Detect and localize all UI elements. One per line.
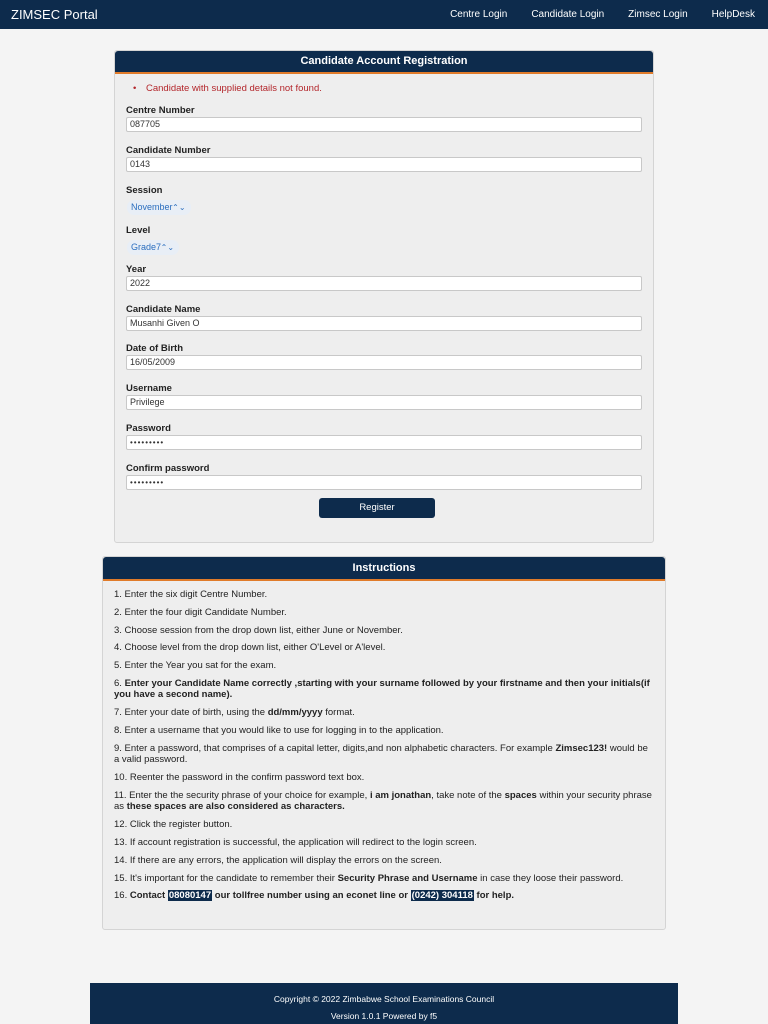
registration-card — [114, 50, 654, 543]
instruction-emphasis: spaces — [504, 789, 537, 801]
instruction-emphasis: i am jonathan — [369, 789, 432, 801]
registration-title: Candidate Account Registration — [115, 51, 653, 74]
instructions-card — [102, 556, 666, 930]
password-group — [126, 423, 643, 450]
confirm-password-group — [126, 463, 643, 490]
instruction-text: 9. Enter a password, that comprises of a capital letter, digits,and non alphabetic characters. For example — [114, 742, 556, 754]
instruction-text: in case they loose their password. — [477, 872, 624, 884]
nav-helpdesk[interactable]: HelpDesk — [711, 9, 755, 20]
instruction-emphasis: Contact — [129, 890, 168, 902]
instruction-item: 1. Enter the six digit Centre Number. — [114, 589, 268, 600]
session-select[interactable] — [127, 200, 191, 215]
instruction-emphasis: for help. — [473, 890, 515, 902]
username-input[interactable]: Privilege — [126, 395, 642, 410]
instruction-emphasis: Enter your Candidate Name correctly ,starting with your surname followed by your firstname and then your initials(if you have a second name). — [114, 677, 650, 701]
instruction-item: 8. Enter a username that you would like to use for logging in to the application. — [114, 725, 444, 737]
confirm-password-label: Confirm password — [126, 463, 210, 474]
dob-label: Date of Birth — [126, 343, 183, 354]
instruction-text: 15. It's important for the candidate to remember their — [114, 872, 338, 884]
confirm-password-input[interactable]: ••••••••• — [126, 475, 642, 490]
candidate-number-label: Candidate Number — [126, 145, 211, 156]
centre-number-input[interactable]: 087705 — [126, 117, 642, 132]
instruction-item — [114, 873, 654, 885]
year-group — [126, 264, 643, 291]
level-group — [126, 225, 643, 255]
instruction-item — [114, 678, 654, 701]
instruction-item: 2. Enter the four digit Candidate Number. — [114, 606, 287, 618]
footer — [90, 983, 678, 1024]
dob-group — [126, 343, 643, 370]
instruction-emphasis: Security Phrase and Username — [337, 872, 478, 884]
session-group — [126, 185, 643, 215]
instructions-title: Instructions — [103, 557, 665, 581]
select-caret-icon: ⌃⌄ — [160, 243, 175, 252]
password-input[interactable]: ••••••••• — [126, 435, 642, 450]
footer-copyright: Copyright © 2022 Zimbabwe School Examinations Council — [273, 994, 495, 1004]
instruction-item: 10. Reenter the password in the confirm password text box. — [114, 772, 365, 784]
landline-number: (0242) 304118 — [411, 890, 473, 902]
instruction-text: 11. Enter the the security phrase of your choice for example, — [114, 789, 370, 801]
error-bullet-icon: • — [133, 83, 137, 94]
instruction-text: format. — [322, 707, 355, 719]
instruction-item: 4. Choose level from the drop down list, either O'Level or A'level. — [114, 642, 386, 654]
instruction-number: 16. — [114, 890, 130, 902]
nav-centre-login[interactable]: Centre Login — [450, 9, 508, 20]
level-label: Level — [126, 225, 151, 236]
level-select[interactable] — [127, 240, 179, 255]
instructions-list — [114, 589, 654, 908]
level-value: Grade7 — [131, 242, 162, 252]
tollfree-number: 08080147 — [168, 890, 212, 902]
instruction-item: 5. Enter the Year you sat for the exam. — [114, 660, 277, 672]
nav-candidate-login[interactable]: Candidate Login — [531, 9, 605, 20]
top-navbar — [0, 0, 768, 29]
dob-input[interactable]: 16/05/2009 — [126, 355, 642, 370]
instruction-emphasis: dd/mm/yyyy — [267, 707, 323, 719]
password-label: Password — [126, 423, 171, 434]
instruction-item: 3. Choose session from the drop down list, either June or November. — [114, 624, 403, 636]
candidate-name-group — [126, 304, 643, 331]
instruction-item: 14. If there are any errors, the application will display the errors on the screen. — [114, 854, 442, 866]
instruction-text: would be a valid password. — [114, 742, 648, 766]
instruction-emphasis: these spaces are also considered as characters. — [126, 801, 345, 813]
instruction-item: 12. Click the register button. — [114, 819, 233, 831]
instruction-text: within your security phrase as — [114, 789, 652, 813]
username-group — [126, 383, 643, 410]
instruction-item — [114, 743, 654, 766]
register-button[interactable]: Register — [319, 498, 435, 518]
instruction-number: 6. — [114, 677, 125, 689]
session-value: November — [131, 202, 173, 212]
instruction-emphasis: Zimsec123! — [555, 742, 608, 754]
centre-number-label: Centre Number — [126, 105, 195, 116]
centre-number-group — [126, 105, 643, 132]
instruction-item — [114, 790, 654, 813]
instruction-item: 13. If account registration is successful, the application will redirect to the login screen. — [114, 837, 477, 849]
candidate-number-input[interactable]: 0143 — [126, 157, 642, 172]
session-label: Session — [126, 185, 163, 196]
error-text: Candidate with supplied details not found. — [146, 83, 322, 94]
brand-link[interactable]: ZIMSEC Portal — [11, 7, 98, 22]
instruction-text: 7. Enter your date of birth, using the — [114, 707, 268, 719]
year-input[interactable]: 2022 — [126, 276, 642, 291]
username-label: Username — [126, 383, 172, 394]
instruction-emphasis: our tollfree number using an econet line or — [212, 890, 411, 902]
select-caret-icon: ⌃⌄ — [172, 203, 186, 212]
nav-links — [426, 0, 768, 29]
instruction-text: , take note of the — [431, 789, 505, 801]
instruction-item — [114, 707, 654, 719]
candidate-number-group — [126, 145, 643, 172]
footer-version: Version 1.0.1 Powered by f5 — [330, 1011, 438, 1021]
nav-zimsec-login[interactable]: Zimsec Login — [628, 9, 688, 20]
candidate-name-label: Candidate Name — [126, 304, 201, 315]
year-label: Year — [126, 264, 147, 275]
instruction-item — [114, 890, 654, 902]
candidate-name-input[interactable]: Musanhi Given O — [126, 316, 642, 331]
